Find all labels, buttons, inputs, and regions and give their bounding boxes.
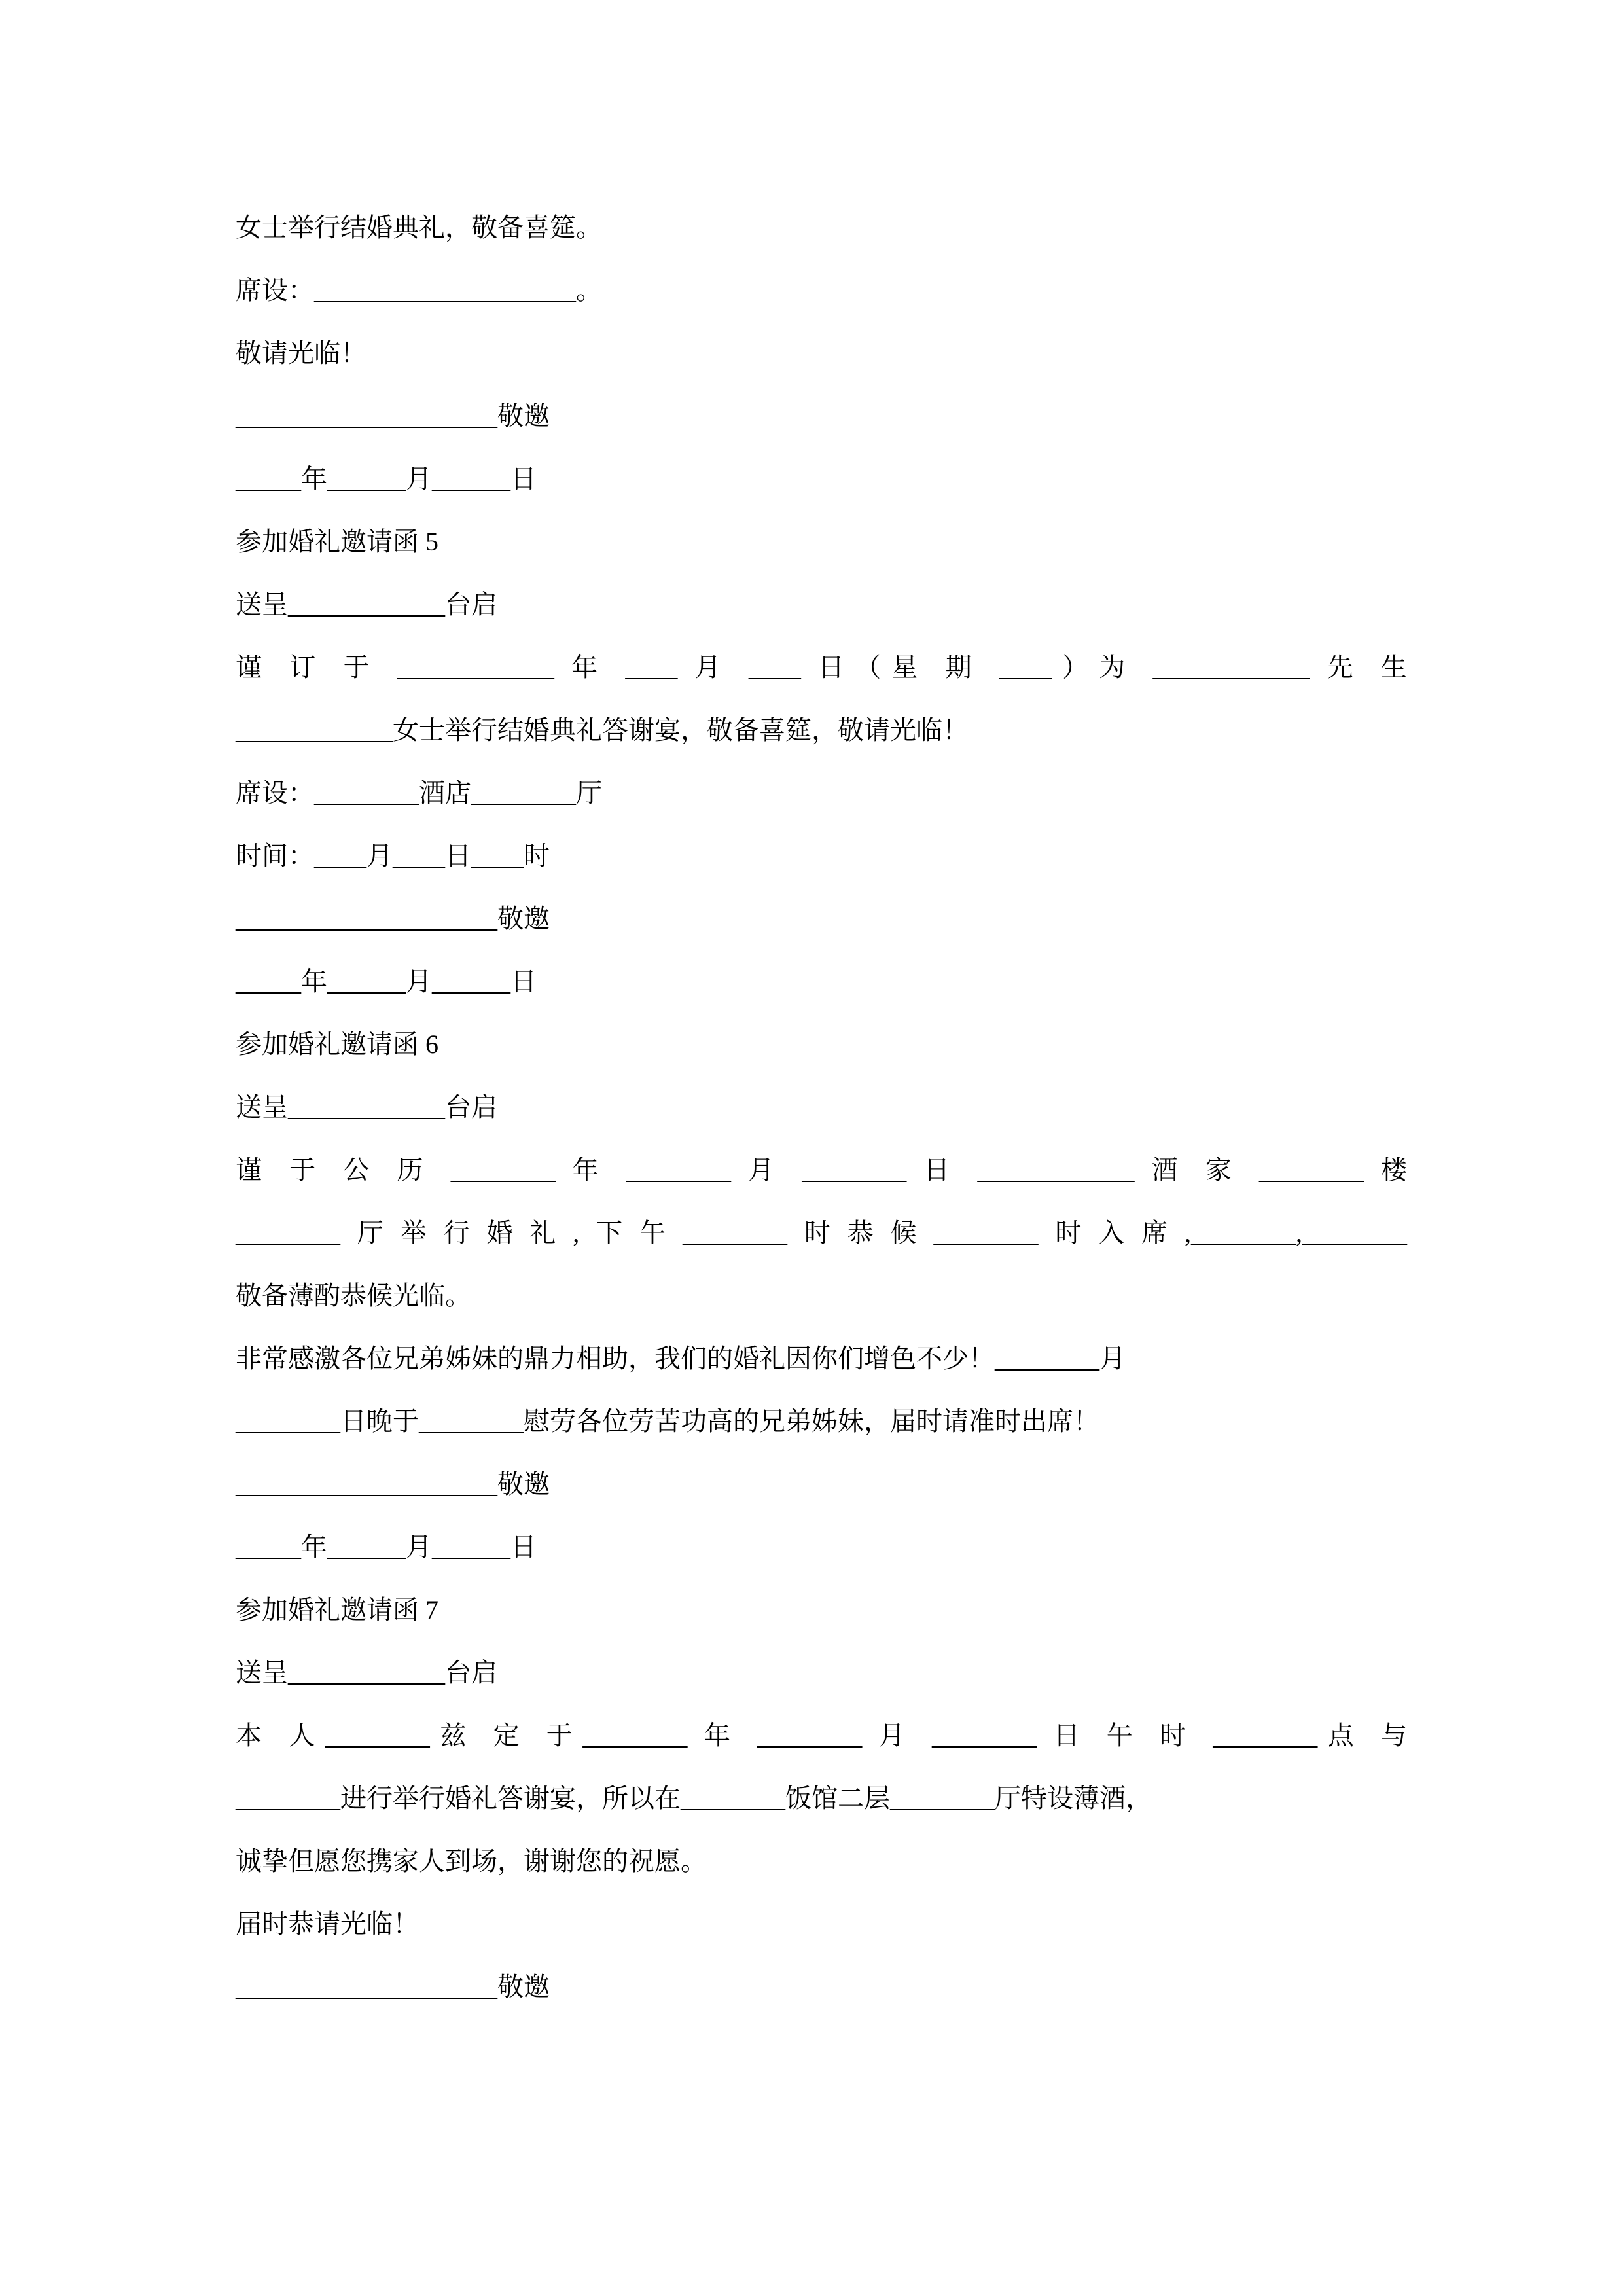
paragraph-line: ________日晚于________慰劳各位劳苦功高的兄弟姊妹，届时请准时出席！ xyxy=(236,1407,1099,1436)
recipient-line: 送呈____________台启 xyxy=(236,1658,497,1687)
paragraph-line: 诚挚但愿您携家人到场，谢谢您的祝愿。 xyxy=(236,1846,707,1876)
venue-line: 席设：________酒店________厅 xyxy=(236,778,602,808)
paragraph-line: 本 人________兹 定 于________ 年 ________ 月 ________ 日 午 时 ________点 与 xyxy=(236,1721,1407,1750)
section-heading-7: 参加婚礼邀请函 7 xyxy=(236,1595,438,1624)
paragraph-line: 敬请光临！ xyxy=(236,338,366,368)
paragraph-line: ____________女士举行结婚典礼答谢宴，敬备喜筵，敬请光临！ xyxy=(236,715,969,745)
date-line: _____年______月______日 xyxy=(236,464,537,493)
paragraph-line: 女士举行结婚典礼，敬备喜筵。 xyxy=(236,213,602,242)
signature-line: ____________________敬邀 xyxy=(236,1469,550,1499)
paragraph-line: 谨 订 于 ____________ 年 ____ 月 ____ 日（星 期 ____）为 ____________ 先 生 xyxy=(236,653,1407,682)
paragraph-line: 非常感激各位兄弟姊妹的鼎力相助，我们的婚礼因你们增色不少！________月 xyxy=(236,1344,1126,1373)
recipient-line: 送呈____________台启 xyxy=(236,1092,497,1122)
paragraph-line: ________厅举行婚礼,下午________时恭候________时入席,________,________ xyxy=(236,1218,1407,1247)
paragraph-line: 谨 于 公 历 ________ 年 ________ 月 ________ 日 ____________ 酒 家 ________ 楼 xyxy=(236,1155,1407,1185)
paragraph-line: ________进行举行婚礼答谢宴，所以在________饭馆二层________厅特设薄酒， xyxy=(236,1784,1152,1813)
document-body xyxy=(236,196,1407,2018)
paragraph-line: 届时恭请光临！ xyxy=(236,1909,419,1939)
signature-line: ____________________敬邀 xyxy=(236,401,550,431)
section-heading-5: 参加婚礼邀请函 5 xyxy=(236,527,438,556)
recipient-line: 送呈____________台启 xyxy=(236,590,497,619)
date-line: _____年______月______日 xyxy=(236,967,537,996)
date-line: _____年______月______日 xyxy=(236,1532,537,1562)
signature-line: ____________________敬邀 xyxy=(236,904,550,933)
section-heading-6: 参加婚礼邀请函 6 xyxy=(236,1030,438,1059)
paragraph-line: 席设：____________________。 xyxy=(236,276,602,305)
signature-line: ____________________敬邀 xyxy=(236,1972,550,2001)
paragraph-line: 敬备薄酌恭候光临。 xyxy=(236,1281,471,1310)
time-line: 时间：____月____日____时 xyxy=(236,841,550,870)
